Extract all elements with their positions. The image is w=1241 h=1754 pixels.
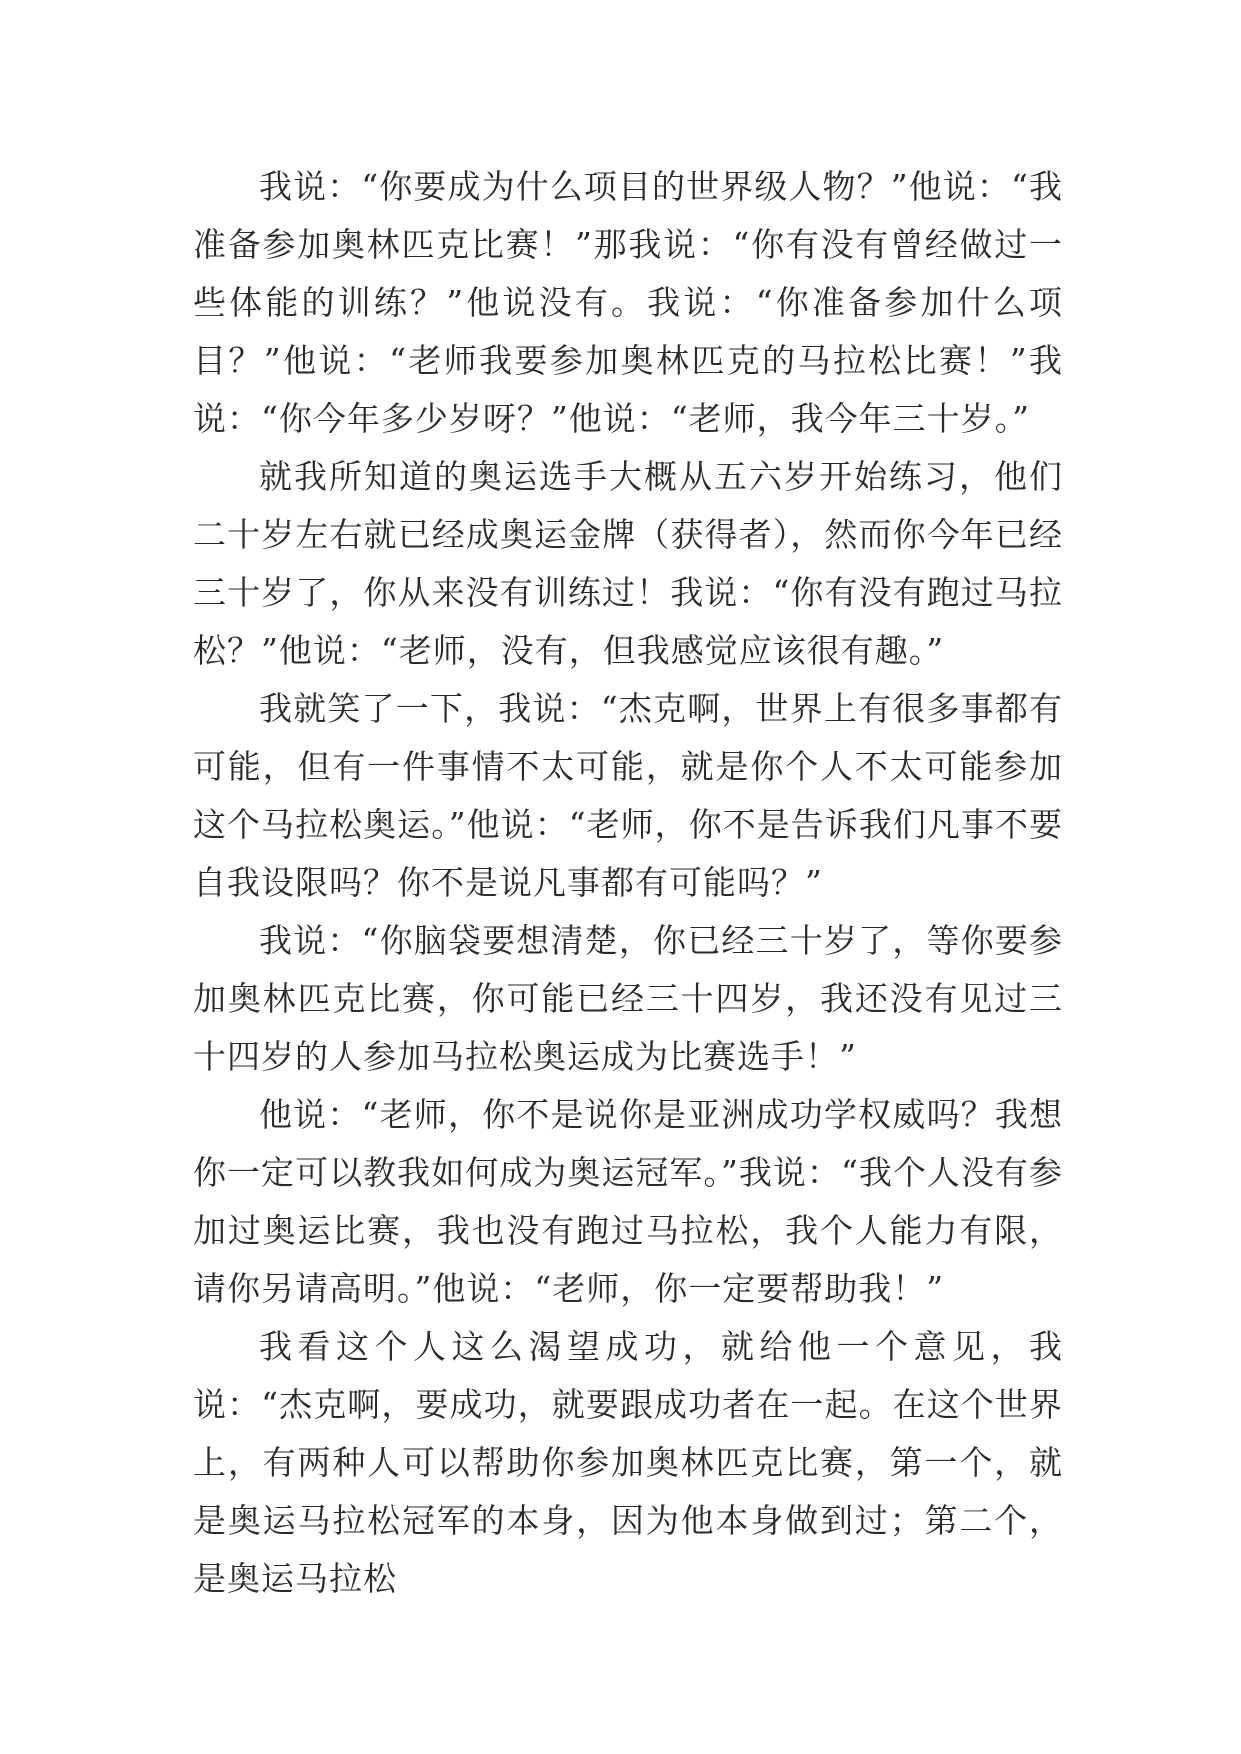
- paragraph-4: 我说：“你脑袋要想清楚，你已经三十岁了，等你要参加奥林匹克比赛，你可能已经三十四岁，我还没有见过三十四岁的人参加马拉松奥运成为比赛选手！”: [193, 921, 1063, 1076]
- body-text: [193, 158, 1063, 1608]
- paragraph-1: 我说：“你要成为什么项目的世界级人物？”他说：“我准备参加奥林匹克比赛！”那我说：“你有没有曾经做过一些体能的训练？”他说没有。我说：“你准备参加什么项目？”他说：“老师我要参加奥林匹克的马拉松比赛！”我说：“你今年多少岁呀？”他说：“老师，我今年三十岁。”: [193, 167, 1063, 438]
- paragraph-6: 我看这个人这么渴望成功，就给他一个意见，我说：“杰克啊，要成功，就要跟成功者在一起。在这个世界上，有两种人可以帮助你参加奥林匹克比赛，第一个，就是奥运马拉松冠军的本身，因为他本身做到过；第二个，是奥运马拉松: [193, 1327, 1063, 1598]
- paragraph-5: 他说：“老师，你不是说你是亚洲成功学权威吗？我想你一定可以教我如何成为奥运冠军。”我说：“我个人没有参加过奥运比赛，我也没有跑过马拉松，我个人能力有限，请你另请高明。”他说：“老师，你一定要帮助我！”: [193, 1095, 1063, 1308]
- paragraph-2: 就我所知道的奥运选手大概从五六岁开始练习，他们二十岁左右就已经成奥运金牌（获得者），然而你今年已经三十岁了，你从来没有训练过！我说：“你有没有跑过马拉松？”他说：“老师，没有，但我感觉应该很有趣。”: [193, 457, 1063, 670]
- paragraph-3: 我就笑了一下，我说：“杰克啊，世界上有很多事都有可能，但有一件事情不太可能，就是你个人不太可能参加这个马拉松奥运。”他说：“老师，你不是告诉我们凡事不要自我设限吗？你不是说凡事都有可能吗？”: [193, 689, 1063, 902]
